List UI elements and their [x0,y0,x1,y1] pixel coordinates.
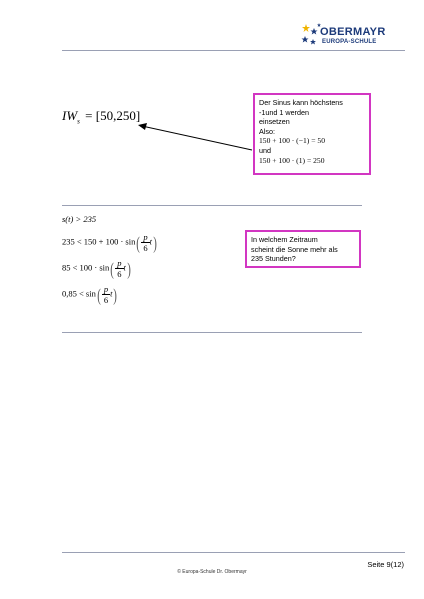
eq3-frac-num: p [117,258,122,268]
callout-sinus-eq1: 150 + 100 · (−1) = 50 [259,136,325,146]
callout-question-line1: In welchem Zeitraum [251,235,318,244]
footer-copyright: © Europa-Schule Dr. Obermayr [177,569,247,575]
equation-line-2: 235 < 150 + 100 · sin( $\frac{p}{6}$ t) [62,232,157,253]
eq3-frac-den: 6 [117,269,122,279]
callout-sinus-line1: Der Sinus kann höchstens [259,98,343,107]
eq3-var: t [123,262,126,273]
equation-line-4: 0,85 < sin( $\frac{p}{6}$ t) [62,284,118,305]
callout-sinus-line2: -1und 1 werden [259,107,309,117]
eq2-frac-num: p [143,232,148,242]
eq1-text: s(t) > 235 [62,214,97,224]
eq4-left: 0,85 < sin [62,288,96,299]
interval-lhs: IW [62,108,78,123]
equation-line-3: 85 < 100 · sin( $\frac{p}{6}$ t) [62,258,131,279]
section-divider-2 [62,332,362,333]
eq3-left: 85 < 100 · sin [62,262,110,273]
logo-name: OBERMAYR [320,26,386,38]
interval-rhs: = [50,250] [85,108,141,123]
eq4-frac-num: p [103,284,109,294]
callout-sinus-line3: einsetzen [259,117,290,127]
callout-sinus-line4: Also: [259,126,275,136]
logo-subtitle: EUROPA-SCHULE [322,39,377,45]
callout-question-line3: 235 Stunden? [251,254,296,264]
eq2-frac-den: 6 [143,243,148,253]
eq4-var: t [110,288,113,299]
eq4-frac-den: 6 [103,295,109,305]
footer-rule [62,552,405,553]
page-number: Seite 9(12) [367,560,404,569]
callout-question [245,230,361,268]
callout-sinus [253,93,371,175]
section-divider-1 [62,205,362,206]
callout-sinus-eq2: 150 + 100 · (1) = 250 [259,155,325,165]
eq2-var: t [149,236,152,247]
callout-question-line2: scheint die Sonne mehr als [251,244,338,254]
callout-sinus-line5: und [259,145,271,155]
equation-line-1 [62,214,96,224]
interval-sub: s [77,117,80,126]
eq2-left: 235 < 150 + 100 · sin [62,236,136,247]
